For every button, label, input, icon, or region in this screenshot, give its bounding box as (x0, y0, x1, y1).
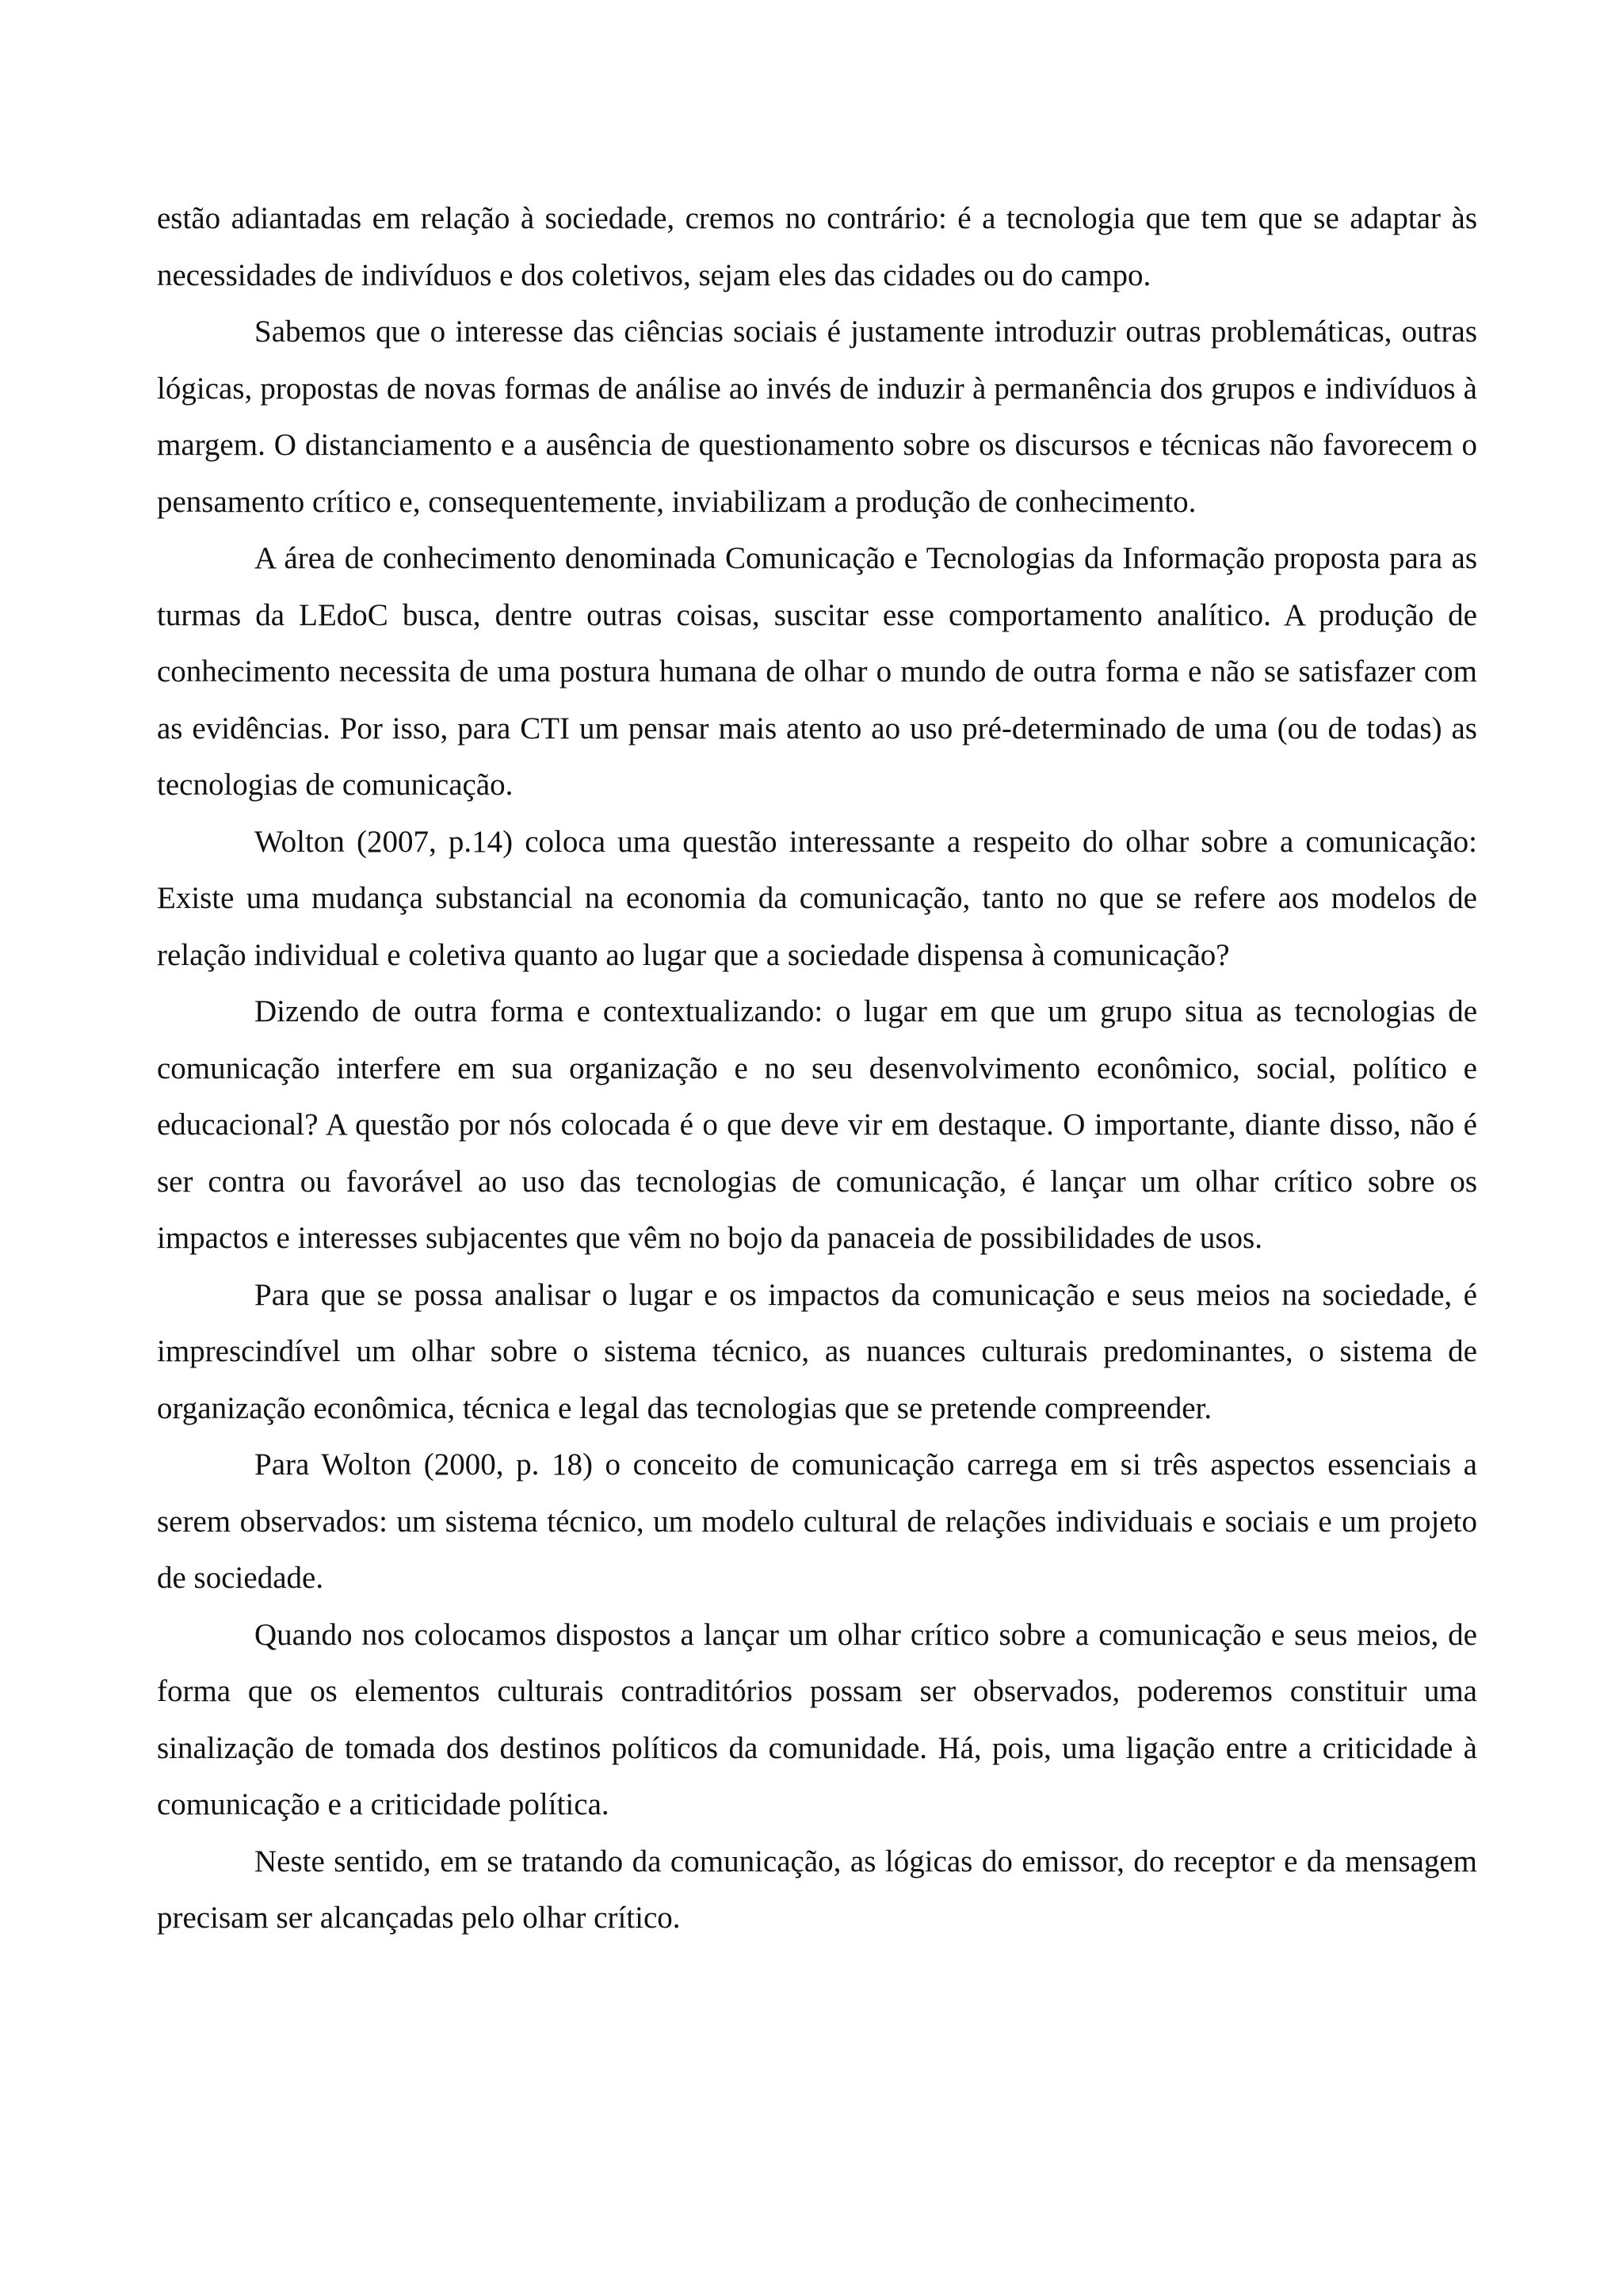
paragraph-continuation: estão adiantadas em relação à sociedade, cremos no contrário: é a tecnologia que tem que se adaptar às necessidades de indivíduos e dos coletivos, sejam eles das cidades ou do campo. (157, 201, 1477, 292)
paragraph-analysis: Para que se possa analisar o lugar e os impactos da comunicação e seus meios na sociedade, é imprescindível um olhar sobre o sistema técnico, as nuances culturais predominantes, o sistema de organização econômica, técnica e legal das tecnologias que se pretende compreender. (157, 1277, 1477, 1425)
paragraph-wolton-2000: Para Wolton (2000, p. 18) o conceito de comunicação carrega em si três aspectos essenciais a serem observados: um sistema técnico, um modelo cultural de relações individuais e sociais e um projeto de sociedade. (157, 1447, 1477, 1595)
document-body (157, 190, 1477, 1947)
paragraph-contextualizing: Dizendo de outra forma e contextualizando: o lugar em que um grupo situa as tecnologias de comunicação interfere em sua organização e no seu desenvolvimento econômico, social, político e educacional? A questão por nós colocada é o que deve vir em destaque. O importante, diante disso, não é ser contra ou favorável ao uso das tecnologias de comunicação, é lançar um olhar crítico sobre os impactos e interesses subjacentes que vêm no bojo da panaceia de possibilidades de usos. (157, 994, 1477, 1255)
paragraph-social-sciences: Sabemos que o interesse das ciências sociais é justamente introduzir outras problemáticas, outras lógicas, propostas de novas formas de análise ao invés de induzir à permanência dos grupos e indivíduos à margem. O distanciamento e a ausência de questionamento sobre os discursos e técnicas não favorecem o pensamento crítico e, consequentemente, inviabilizam a produção de conhecimento. (157, 315, 1477, 519)
paragraph-wolton-2007: Wolton (2007, p.14) coloca uma questão interessante a respeito do olhar sobre a comunicação: Existe uma mudança substancial na economia da comunicação, tanto no que se refere aos modelos de relação individual e coletiva quanto ao lugar que a sociedade dispensa à comunicação? (157, 824, 1477, 972)
paragraph-critical-view: Quando nos colocamos dispostos a lançar um olhar crítico sobre a comunicação e seus meios, de forma que os elementos culturais contraditórios possam ser observados, poderemos constituir uma sinalização de tomada dos destinos políticos da comunidade. Há, pois, uma ligação entre a criticidade à comunicação e a criticidade política. (157, 1617, 1477, 1821)
paragraph-cti-area: A área de conhecimento denominada Comunicação e Tecnologias da Informação proposta para as turmas da LEdoC busca, dentre outras coisas, suscitar esse comportamento analítico. A produção de conhecimento necessita de uma postura humana de olhar o mundo de outra forma e não se satisfazer com as evidências. Por isso, para CTI um pensar mais atento ao uso pré-determinado de uma (ou de todas) as tecnologias de comunicação. (157, 541, 1477, 802)
paragraph-conclusion: Neste sentido, em se tratando da comunicação, as lógicas do emissor, do receptor e da mensagem precisam ser alcançadas pelo olhar crítico. (157, 1844, 1477, 1935)
